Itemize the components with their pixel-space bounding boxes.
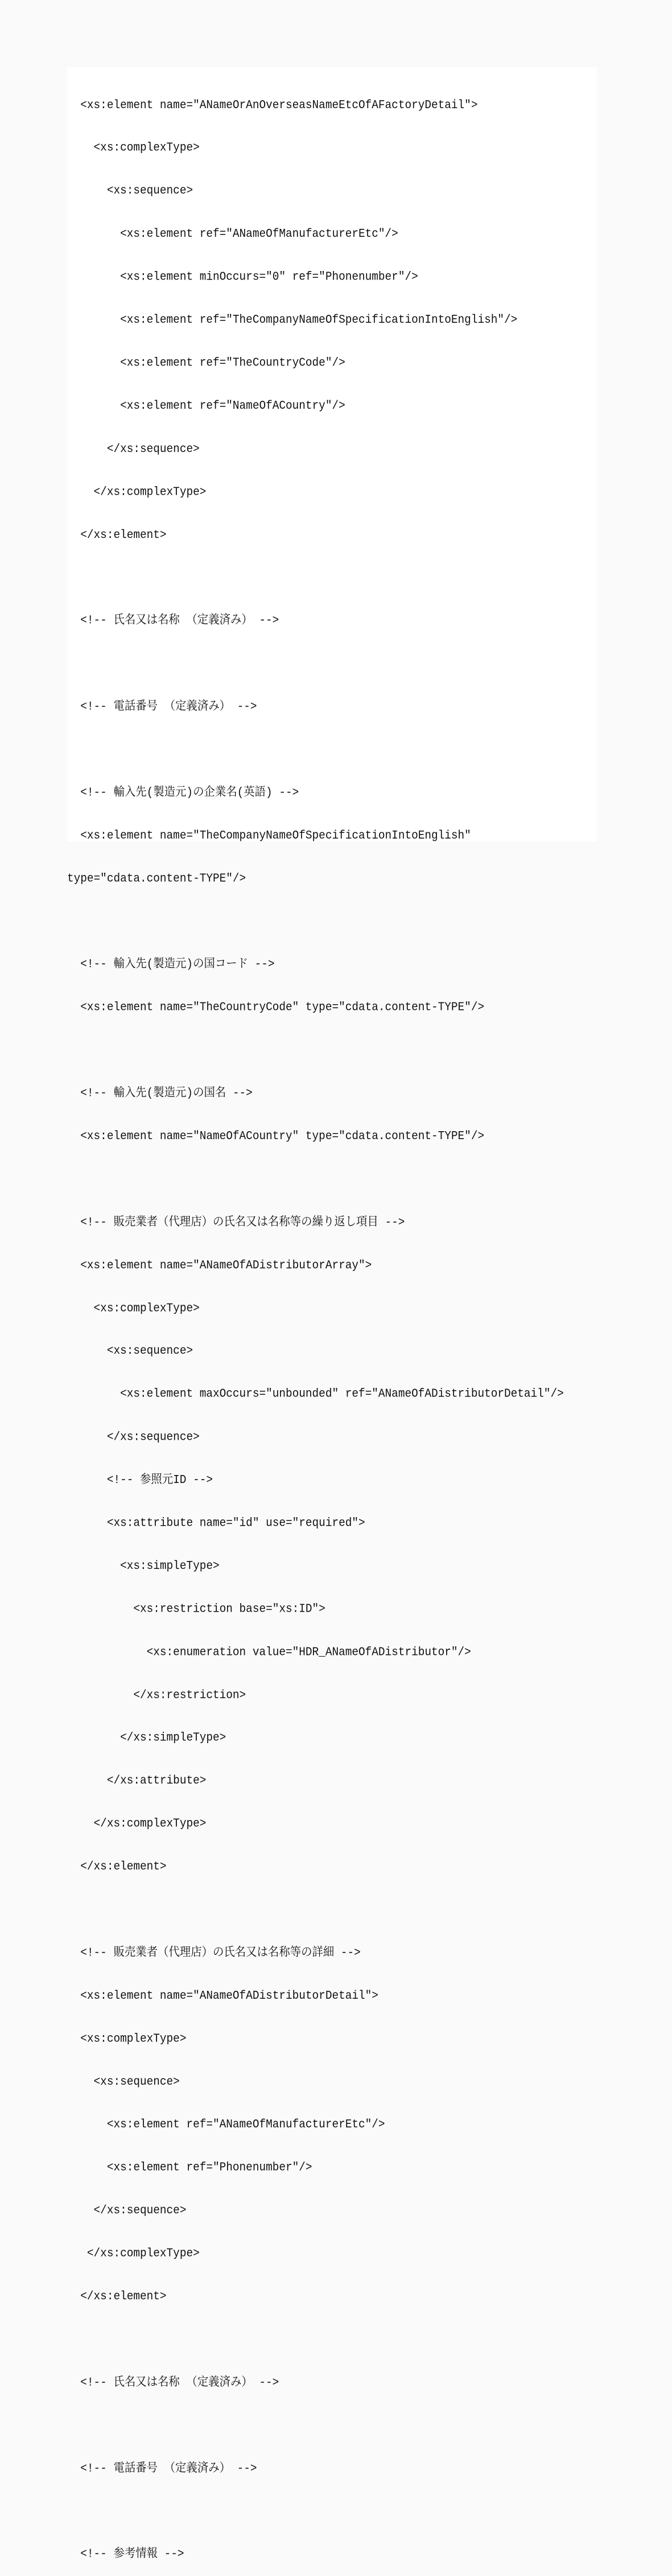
comment-line: <!-- 電話番号 （定義済み） --> [67, 700, 257, 713]
code-line: <xs:element name="ANameOfADistributorArray"> [67, 1258, 372, 1272]
code-line: <xs:simpleType> [67, 1559, 220, 1573]
code-line: <xs:element ref="TheCompanyNameOfSpecificationIntoEnglish"/> [67, 313, 518, 327]
code-line: <xs:complexType> [67, 2032, 187, 2045]
code-line: <xs:element ref="Phonenumber"/> [67, 2160, 312, 2175]
code-line: <xs:sequence> [67, 184, 193, 198]
comment-line: <!-- 氏名又は名称 （定義済み） --> [67, 614, 279, 627]
code-line: <xs:element name="TheCountryCode" type="cdata.content-TYPE"/> [67, 1000, 485, 1014]
xml-schema-code-block [67, 69, 564, 2576]
comment-line: <!-- 輸入先(製造元)の国名 --> [67, 1086, 253, 1100]
comment-line: <!-- 電話番号 （定義済み） --> [67, 2461, 257, 2475]
code-line: </xs:simpleType> [67, 1731, 226, 1745]
code-line: </xs:sequence> [67, 2203, 187, 2217]
code-line: <xs:complexType> [67, 141, 200, 155]
comment-line: <!-- 販売業者（代理店）の氏名又は名称等の詳細 --> [67, 1946, 361, 1959]
blank-line [67, 1903, 564, 1917]
code-line: <xs:element minOccurs="0" ref="Phonenumber"/> [67, 270, 418, 284]
code-line: </xs:sequence> [67, 1430, 200, 1444]
blank-line [67, 571, 564, 585]
code-line: <xs:element ref="TheCountryCode"/> [67, 356, 345, 369]
comment-line: <!-- 輸入先(製造元)の企業名(英語) --> [67, 786, 299, 799]
code-line: </xs:complexType> [67, 484, 207, 499]
code-line: </xs:complexType> [67, 2246, 200, 2261]
comment-line: <!-- 参照元ID --> [67, 1473, 213, 1487]
code-line: <xs:sequence> [67, 1344, 193, 1358]
code-line: <xs:sequence> [67, 2074, 180, 2089]
code-line: <xs:complexType> [67, 1301, 200, 1315]
code-line: <xs:restriction base="xs:ID"> [67, 1602, 325, 1616]
blank-line [67, 1043, 564, 1058]
comment-line: <!-- 氏名又は名称 （定義済み） --> [67, 2375, 279, 2389]
code-line: </xs:attribute> [67, 1774, 207, 1788]
blank-line [67, 2504, 564, 2519]
blank-line [67, 2332, 564, 2347]
code-line: </xs:restriction> [67, 1688, 246, 1702]
blank-line [67, 2418, 564, 2433]
code-line: </xs:complexType> [67, 1817, 207, 1831]
comment-line: <!-- 販売業者（代理店）の氏名又は名称等の繰り返し項目 --> [67, 1215, 405, 1229]
blank-line [67, 657, 564, 671]
code-line: </xs:element> [67, 528, 167, 541]
code-line: <xs:attribute name="id" use="required"> [67, 1516, 365, 1530]
code-line: </xs:element> [67, 2289, 167, 2303]
code-line: <xs:element ref="ANameOfManufacturerEtc"/> [67, 227, 398, 241]
code-line: <xs:element ref="ANameOfManufacturerEtc"/> [67, 2117, 385, 2131]
code-line: <xs:element name="ANameOrAnOverseasNameEtcOfAFactoryDetail"> [67, 98, 478, 112]
code-line: type="cdata.content-TYPE"/> [67, 871, 246, 885]
blank-line [67, 743, 564, 757]
code-line: <xs:element ref="NameOfACountry"/> [67, 398, 345, 413]
code-line: <xs:element name="ANameOfADistributorDetail"> [67, 1989, 378, 2003]
code-line: </xs:sequence> [67, 442, 200, 455]
code-line: <xs:element name="NameOfACountry" type="cdata.content-TYPE"/> [67, 1129, 485, 1143]
blank-line [67, 914, 564, 928]
comment-line: <!-- 参考情報 --> [67, 2547, 184, 2561]
code-line: <xs:element name="TheCompanyNameOfSpecificationIntoEnglish" [67, 828, 471, 843]
code-line: <xs:element maxOccurs="unbounded" ref="ANameOfADistributorDetail"/> [67, 1387, 564, 1401]
code-line: <xs:enumeration value="HDR_ANameOfADistributor"/> [67, 1645, 471, 1659]
code-line: </xs:element> [67, 1860, 167, 1874]
blank-line [67, 1172, 564, 1186]
comment-line: <!-- 輸入先(製造元)の国コード --> [67, 957, 275, 971]
